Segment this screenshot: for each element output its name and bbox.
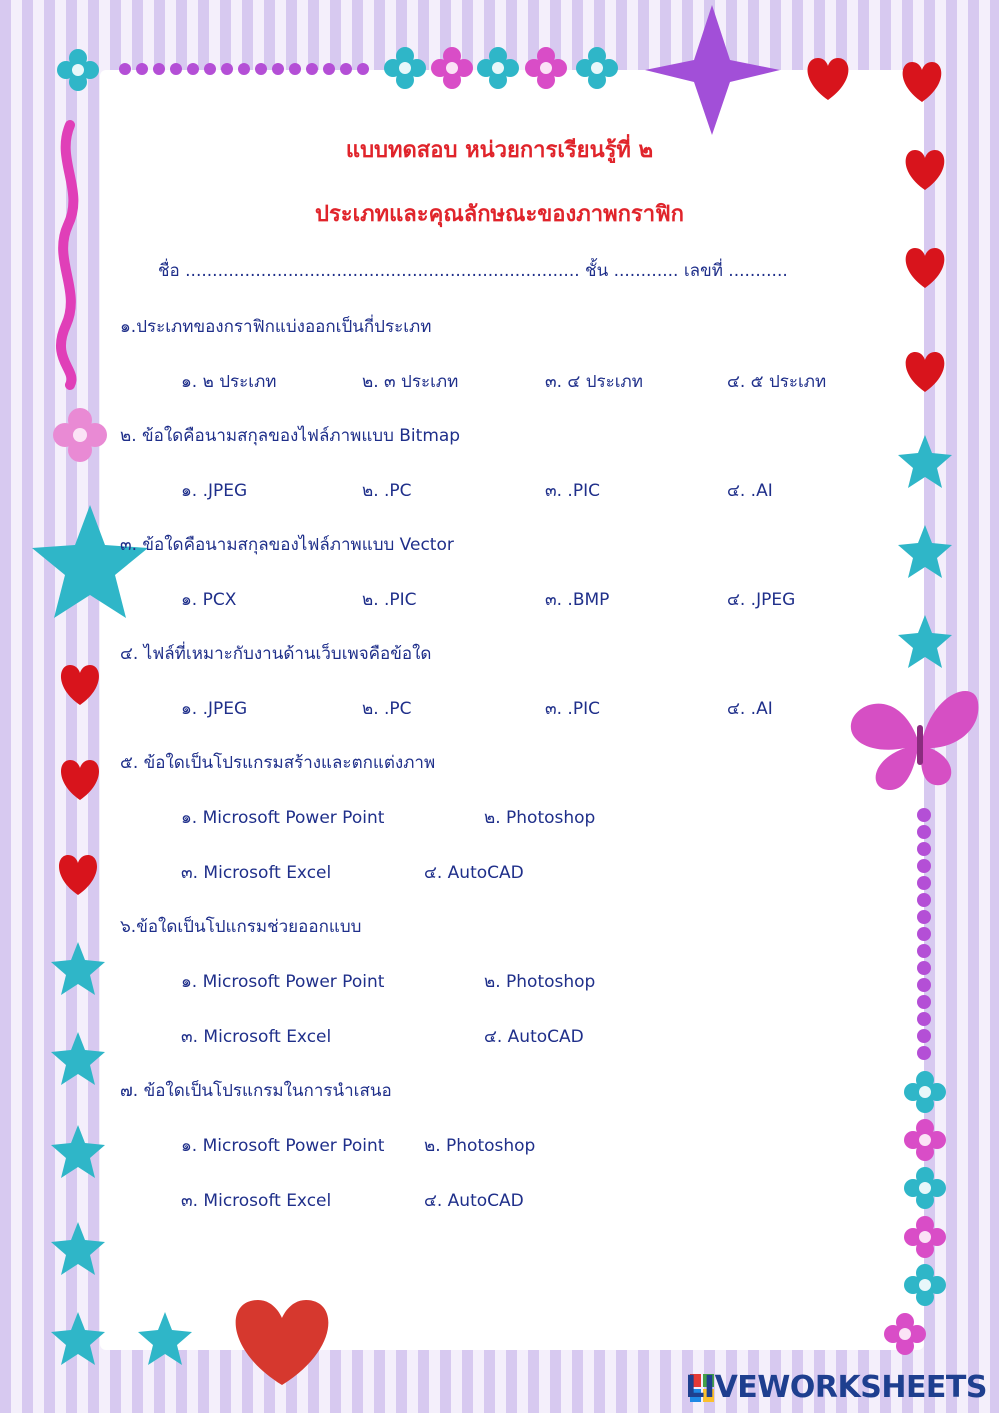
q5-option-4[interactable]: ๔. AutoCAD [424, 863, 524, 883]
flower-icon [884, 1313, 926, 1355]
heart-icon [61, 760, 99, 800]
heart-icon [808, 58, 849, 100]
top-glitter-line [119, 63, 369, 75]
star-icon [51, 942, 105, 995]
heart-icon [903, 62, 942, 102]
flower-icon [904, 1167, 946, 1209]
q1-option-4[interactable]: ๔. ๕ ประเภท [727, 372, 827, 392]
star-icon [898, 435, 952, 488]
q3-option-4[interactable]: ๔. .JPEG [727, 590, 796, 610]
question-2: ๒. ข้อใดคือนามสกุลของไฟล์ภาพแบบ Bitmap [120, 426, 461, 446]
flower-icon [904, 1264, 946, 1306]
flower-icon [384, 47, 426, 89]
q3-option-3[interactable]: ๓. .BMP [545, 590, 610, 610]
hearts-left [59, 665, 99, 895]
question-4: ๔. ไฟล์ที่เหมาะกับงานด้านเว็บเพจคือข้อใด [120, 644, 432, 664]
q7-option-3[interactable]: ๓. Microsoft Excel [181, 1191, 332, 1211]
stars [32, 435, 952, 1365]
star-icon [898, 615, 952, 668]
star-icon [138, 1312, 192, 1365]
q7-option-1[interactable]: ๑. Microsoft Power Point [181, 1136, 385, 1156]
heart-icon [59, 855, 97, 895]
star-icon [51, 1222, 105, 1275]
q3-option-1[interactable]: ๑. PCX [181, 590, 237, 610]
q4-option-3[interactable]: ๓. .PIC [545, 699, 600, 719]
heart-icon [906, 352, 945, 392]
star-icon [898, 525, 952, 578]
flower-icon [904, 1071, 946, 1113]
heart-icon [236, 1300, 329, 1385]
q2-option-1[interactable]: ๑. .JPEG [181, 481, 248, 501]
q6-option-2[interactable]: ๒. Photoshop [484, 972, 596, 992]
flower-icon [53, 408, 107, 462]
right-glitter-line [917, 808, 931, 1060]
q4-option-1[interactable]: ๑. .JPEG [181, 699, 248, 719]
q5-option-3[interactable]: ๓. Microsoft Excel [181, 863, 332, 883]
student-info-line: ชื่อ ......................................................................... ชั้น ............ เลขที่ ........... [158, 261, 788, 281]
flower-icon [525, 47, 567, 89]
q1-option-3[interactable]: ๓. ๔ ประเภท [545, 372, 643, 392]
page-title: แบบทดสอบ หน่วยการเรียนรู้ที่ ๒ [345, 138, 654, 163]
q2-option-3[interactable]: ๓. .PIC [545, 481, 600, 501]
question-1: ๑.ประเภทของกราฟิกแบ่งออกเป็นกี่ประเภท [120, 317, 432, 337]
heart-icon [61, 665, 99, 705]
q4-option-4[interactable]: ๔. .AI [727, 699, 773, 719]
flower-icon [477, 47, 519, 89]
q6-option-1[interactable]: ๑. Microsoft Power Point [181, 972, 385, 992]
q4-option-2[interactable]: ๒. .PC [362, 699, 412, 719]
flower-icon [576, 47, 618, 89]
q2-option-4[interactable]: ๔. .AI [727, 481, 773, 501]
q5-option-1[interactable]: ๑. Microsoft Power Point [181, 808, 385, 828]
q6-option-3[interactable]: ๓. Microsoft Excel [181, 1027, 332, 1047]
star-icon [51, 1125, 105, 1178]
flower-icon [904, 1119, 946, 1161]
q6-option-4[interactable]: ๔. AutoCAD [484, 1027, 584, 1047]
liveworksheets-logo[interactable]: LIVEWORKSHEETS [685, 1370, 987, 1405]
question-6: ๖.ข้อใดเป็นโปแกรมช่วยออกแบบ [120, 917, 362, 937]
q3-option-2[interactable]: ๒. .PIC [362, 590, 417, 610]
q7-option-4[interactable]: ๔. AutoCAD [424, 1191, 524, 1211]
q1-option-2[interactable]: ๒. ๓ ประเภท [362, 372, 459, 392]
question-3: ๓. ข้อใดคือนามสกุลของไฟล์ภาพแบบ Vector [120, 535, 454, 555]
star-icon [32, 505, 148, 618]
flower-icon [431, 47, 473, 89]
star-icon [51, 1312, 105, 1365]
q7-option-2[interactable]: ๒. Photoshop [424, 1136, 536, 1156]
q2-option-2[interactable]: ๒. .PC [362, 481, 412, 501]
q5-option-2[interactable]: ๒. Photoshop [484, 808, 596, 828]
heart-icon [906, 248, 945, 288]
butterfly-icon [851, 691, 979, 790]
q1-option-1[interactable]: ๑. ๒ ประเภท [181, 372, 277, 392]
flower-icon [57, 49, 99, 91]
question-5: ๕. ข้อใดเป็นโปรแกรมสร้างและตกแต่งภาพ [120, 753, 436, 773]
flower-icon [904, 1216, 946, 1258]
sparkle-icon [645, 5, 780, 135]
star-icon [51, 1032, 105, 1085]
question-7: ๗. ข้อใดเป็นโปรแกรมในการนำเสนอ [120, 1081, 392, 1101]
page-subtitle: ประเภทและคุณลักษณะของภาพกราฟิก [315, 202, 684, 227]
